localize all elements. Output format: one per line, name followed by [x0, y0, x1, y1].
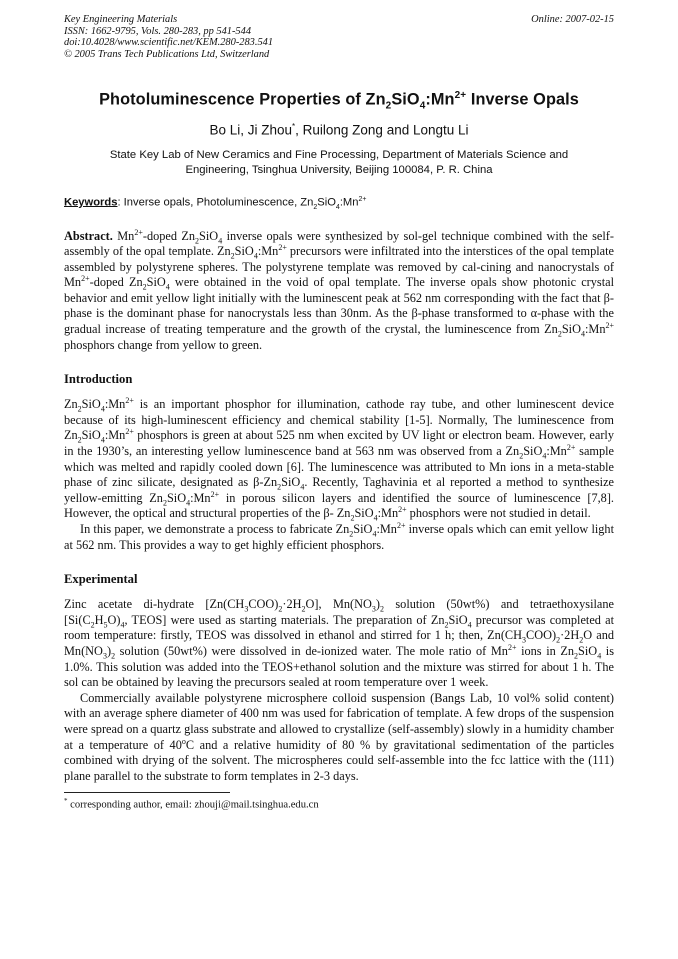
page [64, 14, 614, 811]
section-heading-experimental: Experimental [64, 572, 138, 587]
intro-paragraph-1: $Zn_2SiO_4:Mn^{2+}$ is an important phosphor for illumination, cathode ray tube, and other luminescent device because of its high-luminescent efficiency and chemical stability [1-5]. Normally, The luminescence from $Zn_2SiO_4:Mn^{2+}$ phosphors is green at about 525 nm when excited by UV light or electron beam. However, early in the 1930’s, an interesting yellow luminescence band at 563 nm was observed from a $Zn_2SiO_4:Mn^{2+}$ sample which was melted and rapidly cooled down [6]. The luminescence was attributed to Mn ions in a meta-stable phase of zinc silicate, designated as $\beta-Zn_2SiO_4$. Recently, Taghavinia et al reported a method to synthesize yellow-emitting $Zn_2SiO_4:Mn^{2+}$ in porous silicon layers and identified the source of luminescence [7,8]. However, the optical and structural properties of the β- $Zn_2SiO_4:Mn^{2+}$ phosphors were not studied in detail. [64, 396, 614, 523]
abstract-label: Abstract. [64, 228, 113, 243]
intro-paragraph-2: In this paper, we demonstrate a process to fabricate $Zn_2SiO_4:Mn^{2+}$ inverse opals which can emit yellow light at 562 nm. This provides a way to get highly efficient phosphors. [64, 520, 614, 552]
keywords-label: Keywords [64, 196, 118, 209]
section-heading-introduction: Introduction [64, 372, 133, 387]
journal-doi: doi:10.4028/www.scientific.net/KEM.280-283.541 [64, 37, 274, 49]
footnote-rule [64, 792, 230, 793]
online-date: Online: 2007-02-15 [531, 14, 614, 25]
paper-title: Photoluminescence Properties of $Zn_2SiO_4:Mn^{2+}$ Inverse Opals [99, 90, 579, 113]
journal-issn: ISSN: 1662-9795, Vols. 280-283, pp 541-544 [64, 25, 252, 37]
keywords: Keywords: Inverse opals, Photoluminescence, $Zn_2SiO_4:Mn^{2+}$ [64, 195, 367, 211]
journal-name: Key Engineering Materials [64, 14, 178, 25]
journal-copyright: © 2005 Trans Tech Publications Ltd, Switzerland [64, 48, 270, 60]
experimental-paragraph-1: Zinc acetate di-hydrate $[Zn(CH_3COO)_2\cdot 2H_2O]$, $Mn(NO_3)_2$ solution (50wt%) and tetraethoxysilane [$Si(C_2H_5O)_4$, TEOS] were used as starting materials. The preparation of $Zn_2SiO_4$ precursor was completed at room temperature: firstly, TEOS was dissolved in ethanol and stirred for 1 h; then, $Zn(CH_3COO)_2\cdot 2H_2O$ and $Mn(NO_3)_2$ solution (50wt%) were dissolved in de-ionized water. The mole ratio of $Mn^{2+}$ ions in $Zn_2SiO_4$ is 1.0%. This solution was added into the TEOS+ethanol solution and the mixture was stirred for about 1 h. The sol can be obtained by leaving the precursors sealed at room temperature over 1 week. [64, 597, 615, 690]
affiliation: State Key Lab of New Ceramics and Fine Processing, Department of Materials Science and Engineering, Tsinghua University, Beijing 100084, P. R. China [109, 148, 569, 176]
experimental-paragraph-2: Commercially available polystyrene microsphere colloid suspension (Bangs Lab, 10 vol% solid content) with an average sphere diameter of 400 nm was used for fabrication of template. A few drops of the suspension were spread on a quartz glass substrate and allowed to crystallize (self-assembly) slowly in a humidity chamber at a temperature of 40$^o$C and a relative humidity of 80 % by gravitational sedimentation of the particles combined with drying of the solvent. The microspheres could self-assemble into the fcc lattice with the (111) plane parallel to the substrate to form templates in 2-3 days. [64, 690, 614, 783]
abstract: Abstract. $Mn^{2+}$-doped $Zn_2SiO_4$ inverse opals were synthesized by sol-gel technique combined with the self-assembly of the opal template. $Zn_2SiO_4:Mn^{2+}$ precursors were infiltrated into the interstices of the opal template assembled by polystyrene spheres. The polystyrene template was removed by cal-cining and nanocrystals of $Mn^{2+}$-doped $Zn_2SiO_4$ were obtained in the void of opal template. The inverse opals show photonic crystal behavior and emit yellow light initially with the luminescent peak at 562 nm corresponding with the fact that β-phase is the dominant phase for nanocrystals less than 30nm. As the β-phase transformed to α-phase with the gradual increase of treating temperature and the growth of the crystal, the luminescence from $Zn_2SiO_4:Mn^{2+}$ phosphors change from yellow to green. [64, 227, 614, 352]
journal-header [64, 14, 614, 60]
author-list: Bo Li, Ji Zhou*, Ruilong Zong and Longtu Li [209, 122, 469, 138]
footnote: * corresponding author, email: zhouji@mail.tsinghua.edu.cn [64, 797, 319, 811]
